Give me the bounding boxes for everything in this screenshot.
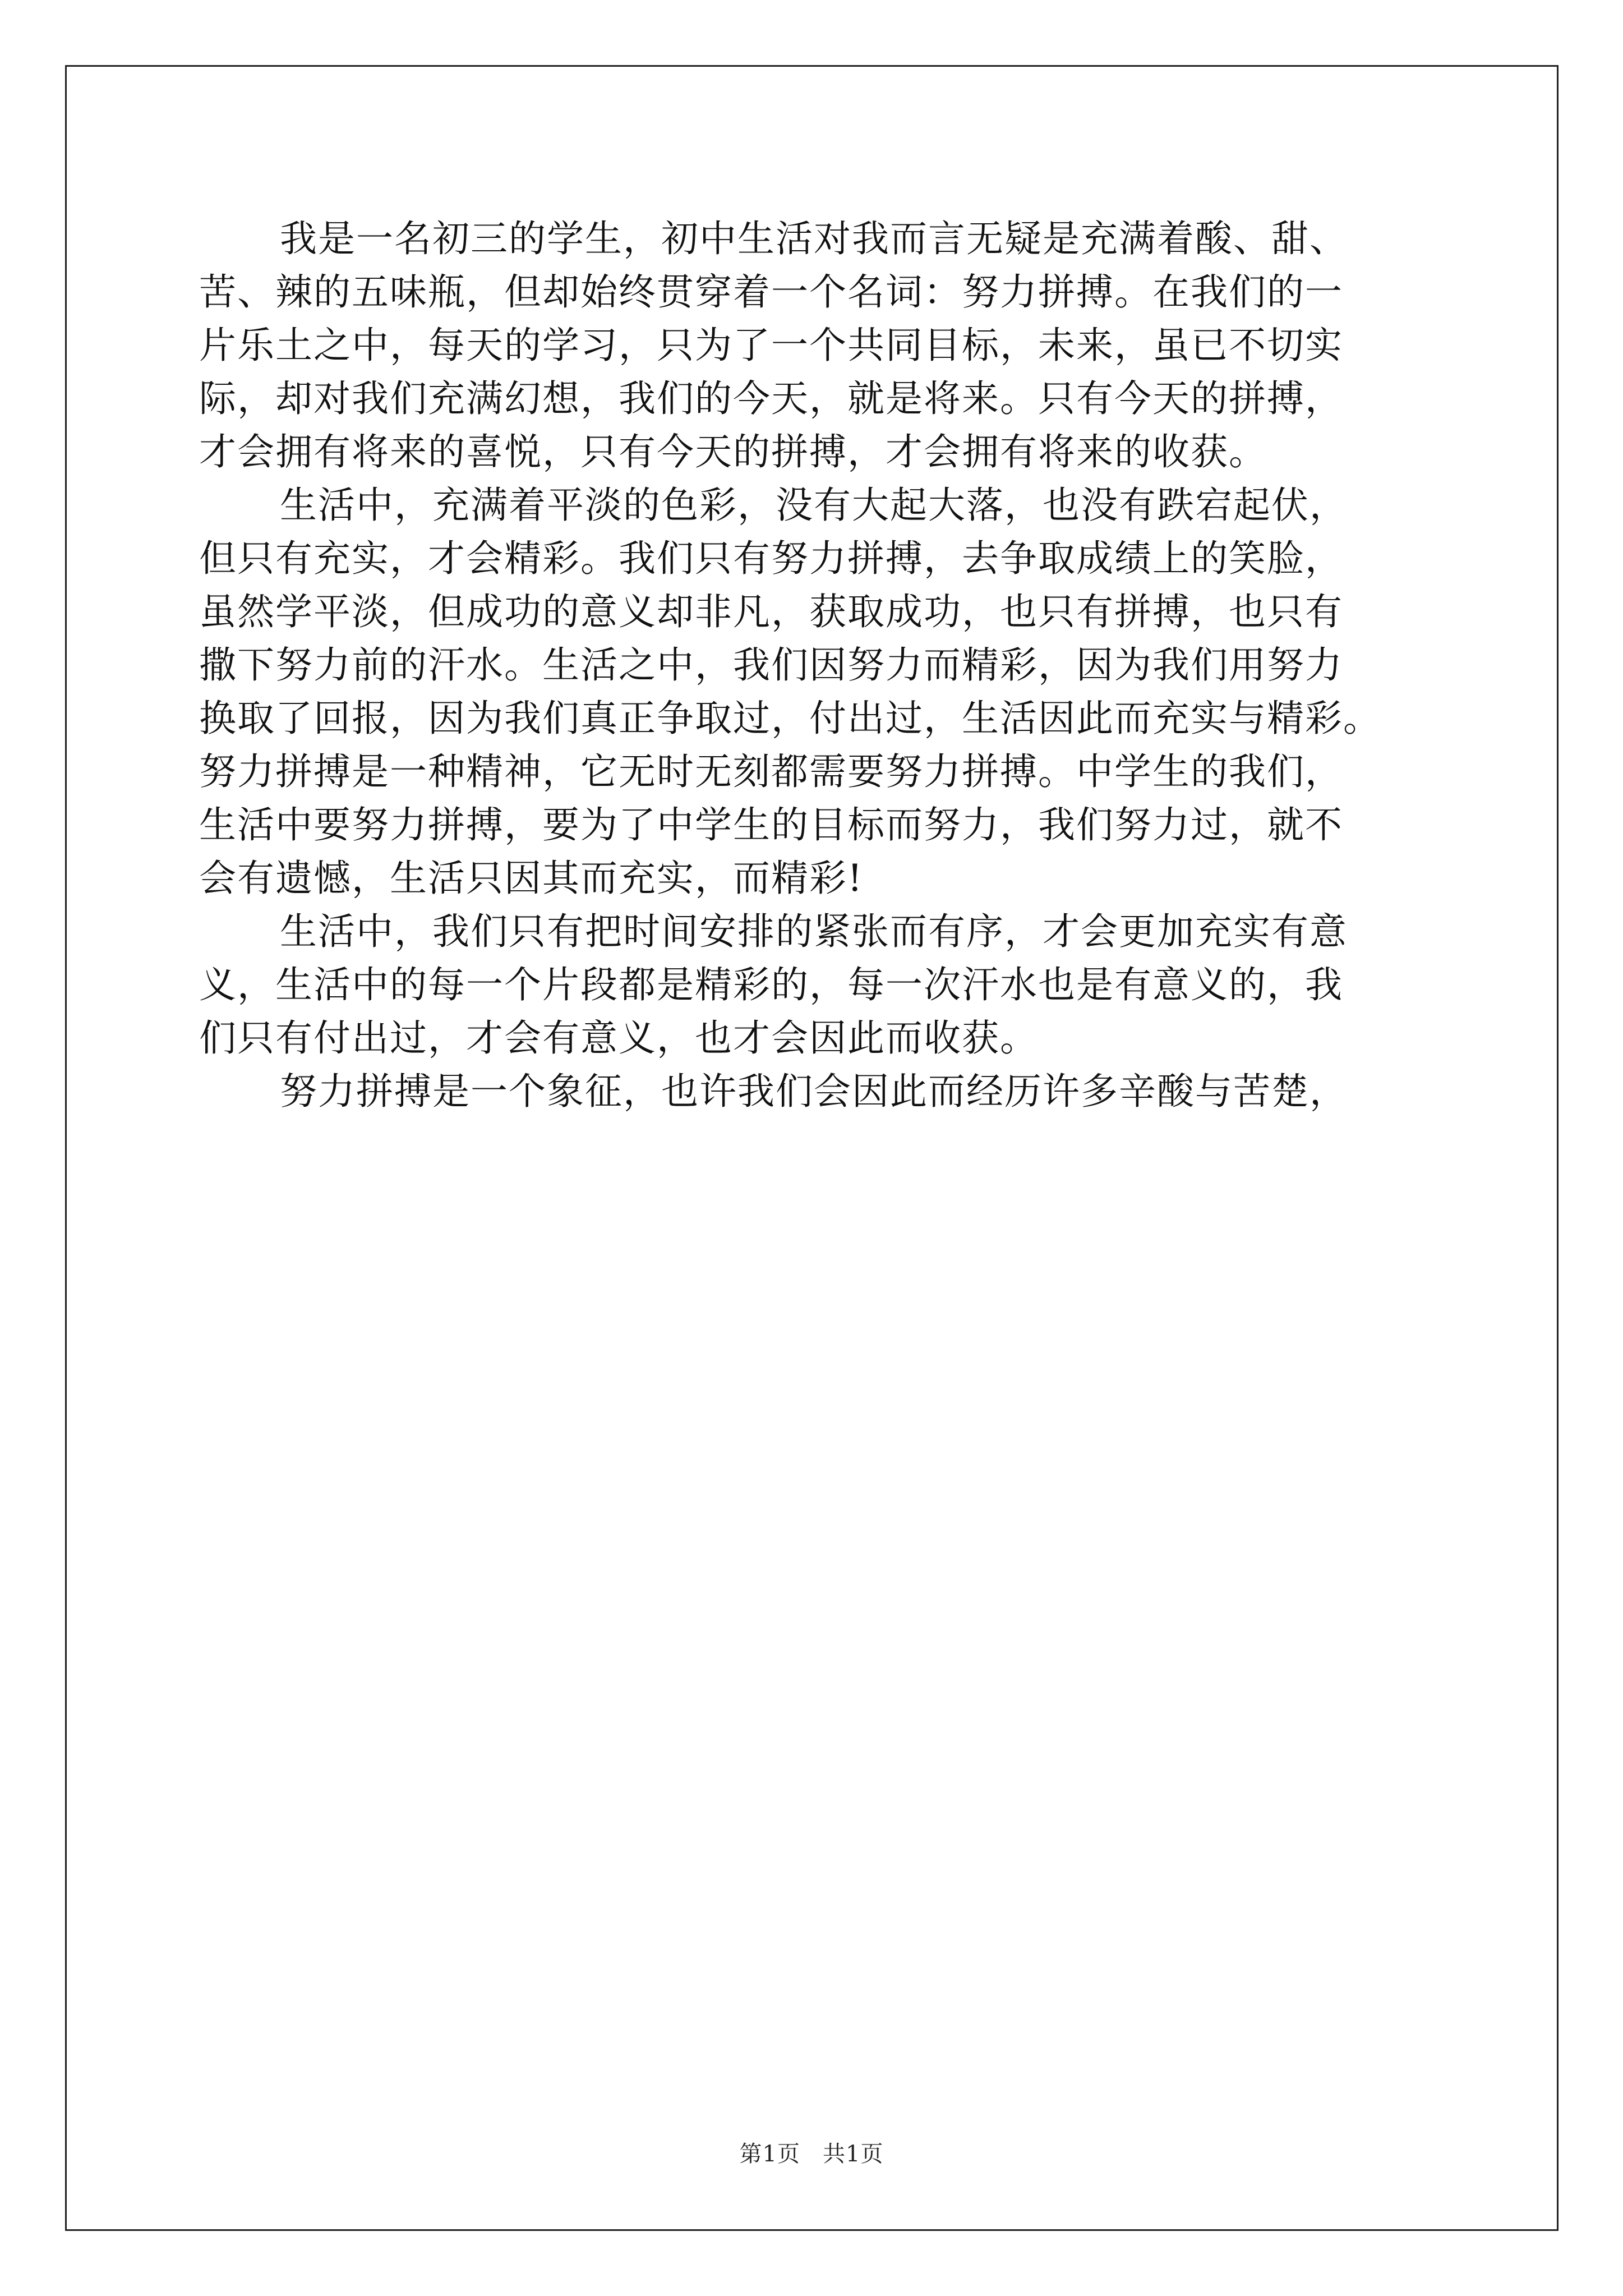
text-line: 生活中要努力拼搏，要为了中学生的目标而努力，我们努力过，就不 — [199, 803, 1343, 846]
paragraph-2 — [199, 484, 1495, 913]
page-total: 共1页 — [823, 2141, 884, 2167]
text-line: 换取了回报，因为我们真正争取过，付出过，生活因此而充实与精彩。 — [199, 697, 1381, 740]
paragraph-1 — [199, 217, 1495, 487]
text-line: 际，却对我们充满幻想，我们的今天，就是将来。只有今天的拼搏， — [199, 377, 1343, 420]
paragraph-4 — [199, 1070, 1495, 1126]
text-line: 会有遗憾，生活只因其而充实，而精彩! — [199, 857, 864, 900]
document-body — [199, 217, 1495, 1126]
text-line: 生活中，充满着平淡的色彩，没有大起大落，也没有跌宕起伏， — [280, 484, 1348, 527]
text-line: 义，生活中的每一个片段都是精彩的，每一次汗水也是有意义的，我 — [199, 963, 1343, 1006]
text-line: 苦、辣的五味瓶，但却始终贯穿着一个名词：努力拼搏。在我们的一 — [199, 270, 1343, 314]
text-line: 努力拼搏是一种精神，它无时无刻都需要努力拼搏。中学生的我们， — [199, 750, 1343, 793]
text-line: 努力拼搏是一个象征，也许我们会因此而经历许多辛酸与苦楚， — [280, 1070, 1348, 1113]
text-line: 才会拥有将来的喜悦，只有今天的拼搏，才会拥有将来的收获。 — [199, 430, 1267, 473]
page-number: 第1页 — [739, 2141, 800, 2167]
text-line: 们只有付出过，才会有意义，也才会因此而收获。 — [199, 1016, 1038, 1060]
text-line: 撒下努力前的汗水。生活之中，我们因努力而精彩，因为我们用努力 — [199, 643, 1343, 687]
page-footer — [0, 2136, 1623, 2168]
paragraph-3 — [199, 910, 1495, 1073]
text-line: 我是一名初三的学生，初中生活对我而言无疑是充满着酸、甜、 — [280, 217, 1348, 260]
text-line: 片乐土之中，每天的学习，只为了一个共同目标，未来，虽已不切实 — [199, 324, 1343, 367]
text-line: 虽然学平淡，但成功的意义却非凡，获取成功，也只有拼搏，也只有 — [199, 590, 1343, 633]
text-line: 但只有充实，才会精彩。我们只有努力拼搏，去争取成绩上的笑脸， — [199, 537, 1343, 580]
text-line: 生活中，我们只有把时间安排的紧张而有序，才会更加充实有意 — [280, 910, 1348, 953]
